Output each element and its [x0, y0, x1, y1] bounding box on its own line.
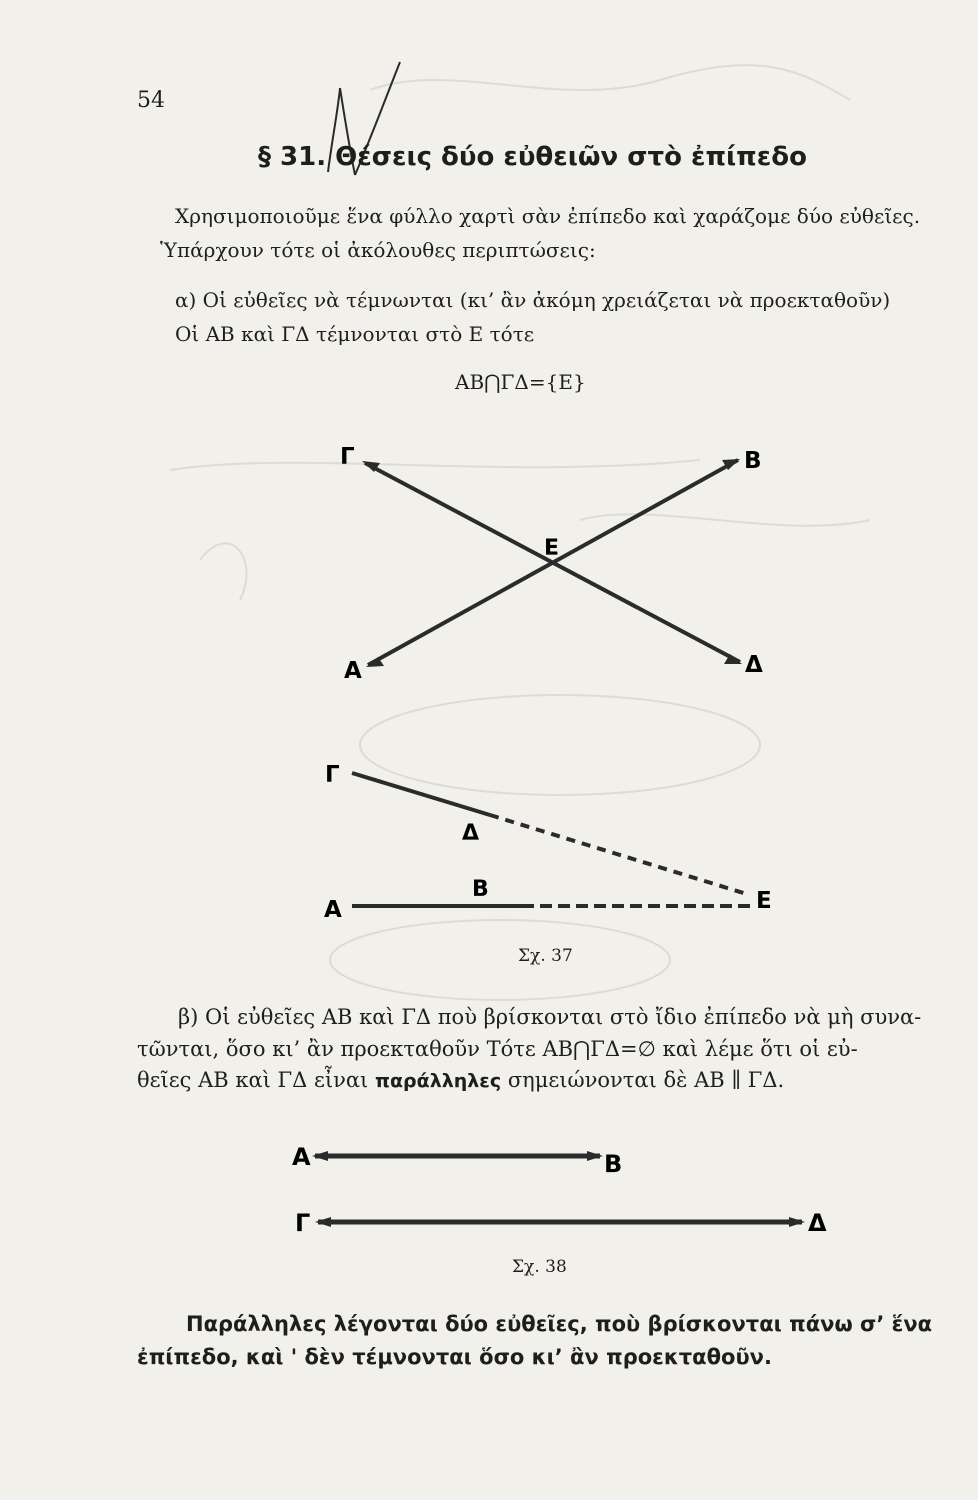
label-B3: Β [604, 1150, 623, 1178]
parallel-term: παράλληλες [374, 1070, 502, 1092]
label-B: Β [744, 448, 762, 474]
arrow-D3 [789, 1217, 805, 1227]
arrow-G3 [315, 1217, 331, 1227]
case-b-line-2-text: τῶνται, ὅσο κι’ ἂν προεκταθοῦν Τότε [137, 1037, 536, 1061]
definition-line-2: ἐπίπεδο, καὶ ' δὲν τέμνονται ὅσο κι’ ἂν προεκταθοῦν. [137, 1345, 772, 1369]
case-a-line-1: α) Οἱ εὐθεῖες νὰ τέμνωνται (κι’ ἂν ἀκόμη χρειάζεται νὰ προεκταθοῦν) [175, 288, 891, 312]
definition-line-1: Παράλληλες λέγονται δύο εὐθεῖες, ποὺ βρίσκονται πάνω σ’ ἕνα [186, 1312, 933, 1336]
page-number: 54 [137, 88, 165, 113]
case-b-line-1: β) Οἱ εὐθεῖες ΑΒ καὶ ΓΔ ποὺ βρίσκονται στὸ ἴδιο ἐπίπεδο νὰ μὴ συνα- [178, 1005, 922, 1029]
figure-38-caption: Σχ. 38 [512, 1257, 567, 1277]
parallel-notation: ΑΒ ∥ ΓΔ. [694, 1068, 785, 1092]
case-b-line-3-rest: σημειώνονται δὲ [507, 1068, 688, 1092]
label-A3: Α [292, 1143, 311, 1171]
label-B2: Β [472, 877, 489, 902]
section-title: § 31. Θέσεις δύο εὐθειῶν στὸ ἐπίπεδο [258, 142, 807, 172]
label-D: Δ [745, 652, 763, 678]
intro-line-2: Ὑπάρχουν τότε οἱ ἀκόλουθες περιπτώσεις: [160, 238, 596, 262]
label-D2: Δ [462, 821, 480, 846]
figure-37-caption: Σχ. 37 [518, 946, 573, 966]
case-b-line-3-text: θεῖες ΑΒ καὶ ΓΔ εἶναι [137, 1068, 369, 1092]
label-A: Α [344, 658, 362, 684]
label-G: Γ [340, 444, 355, 470]
label-D3: Δ [808, 1209, 827, 1237]
label-G3: Γ [295, 1209, 311, 1237]
label-E2: Ε [756, 888, 772, 914]
label-A2: Α [324, 897, 342, 923]
case-a-line-2: Οἱ ΑΒ καὶ ΓΔ τέμνονται στὸ Ε τότε [175, 322, 535, 346]
arrow-A3 [312, 1151, 328, 1161]
empty-intersection-formula: ΑΒ⋂ΓΔ=∅ [542, 1037, 656, 1061]
case-b-line-2-rest: καὶ λέμε ὅτι οἱ εὐ- [662, 1037, 858, 1061]
label-E: Ε [544, 536, 560, 561]
intersection-formula: ΑΒ⋂ΓΔ={Ε} [455, 370, 586, 394]
intro-line-1: Χρησιμοποιοῦμε ἕνα φύλλο χαρτὶ σὰν ἐπίπεδο καὶ χαράζομε δύο εὐθεῖες. [175, 204, 921, 228]
arrow-B3 [587, 1151, 603, 1161]
label-G2: Γ [325, 762, 340, 788]
